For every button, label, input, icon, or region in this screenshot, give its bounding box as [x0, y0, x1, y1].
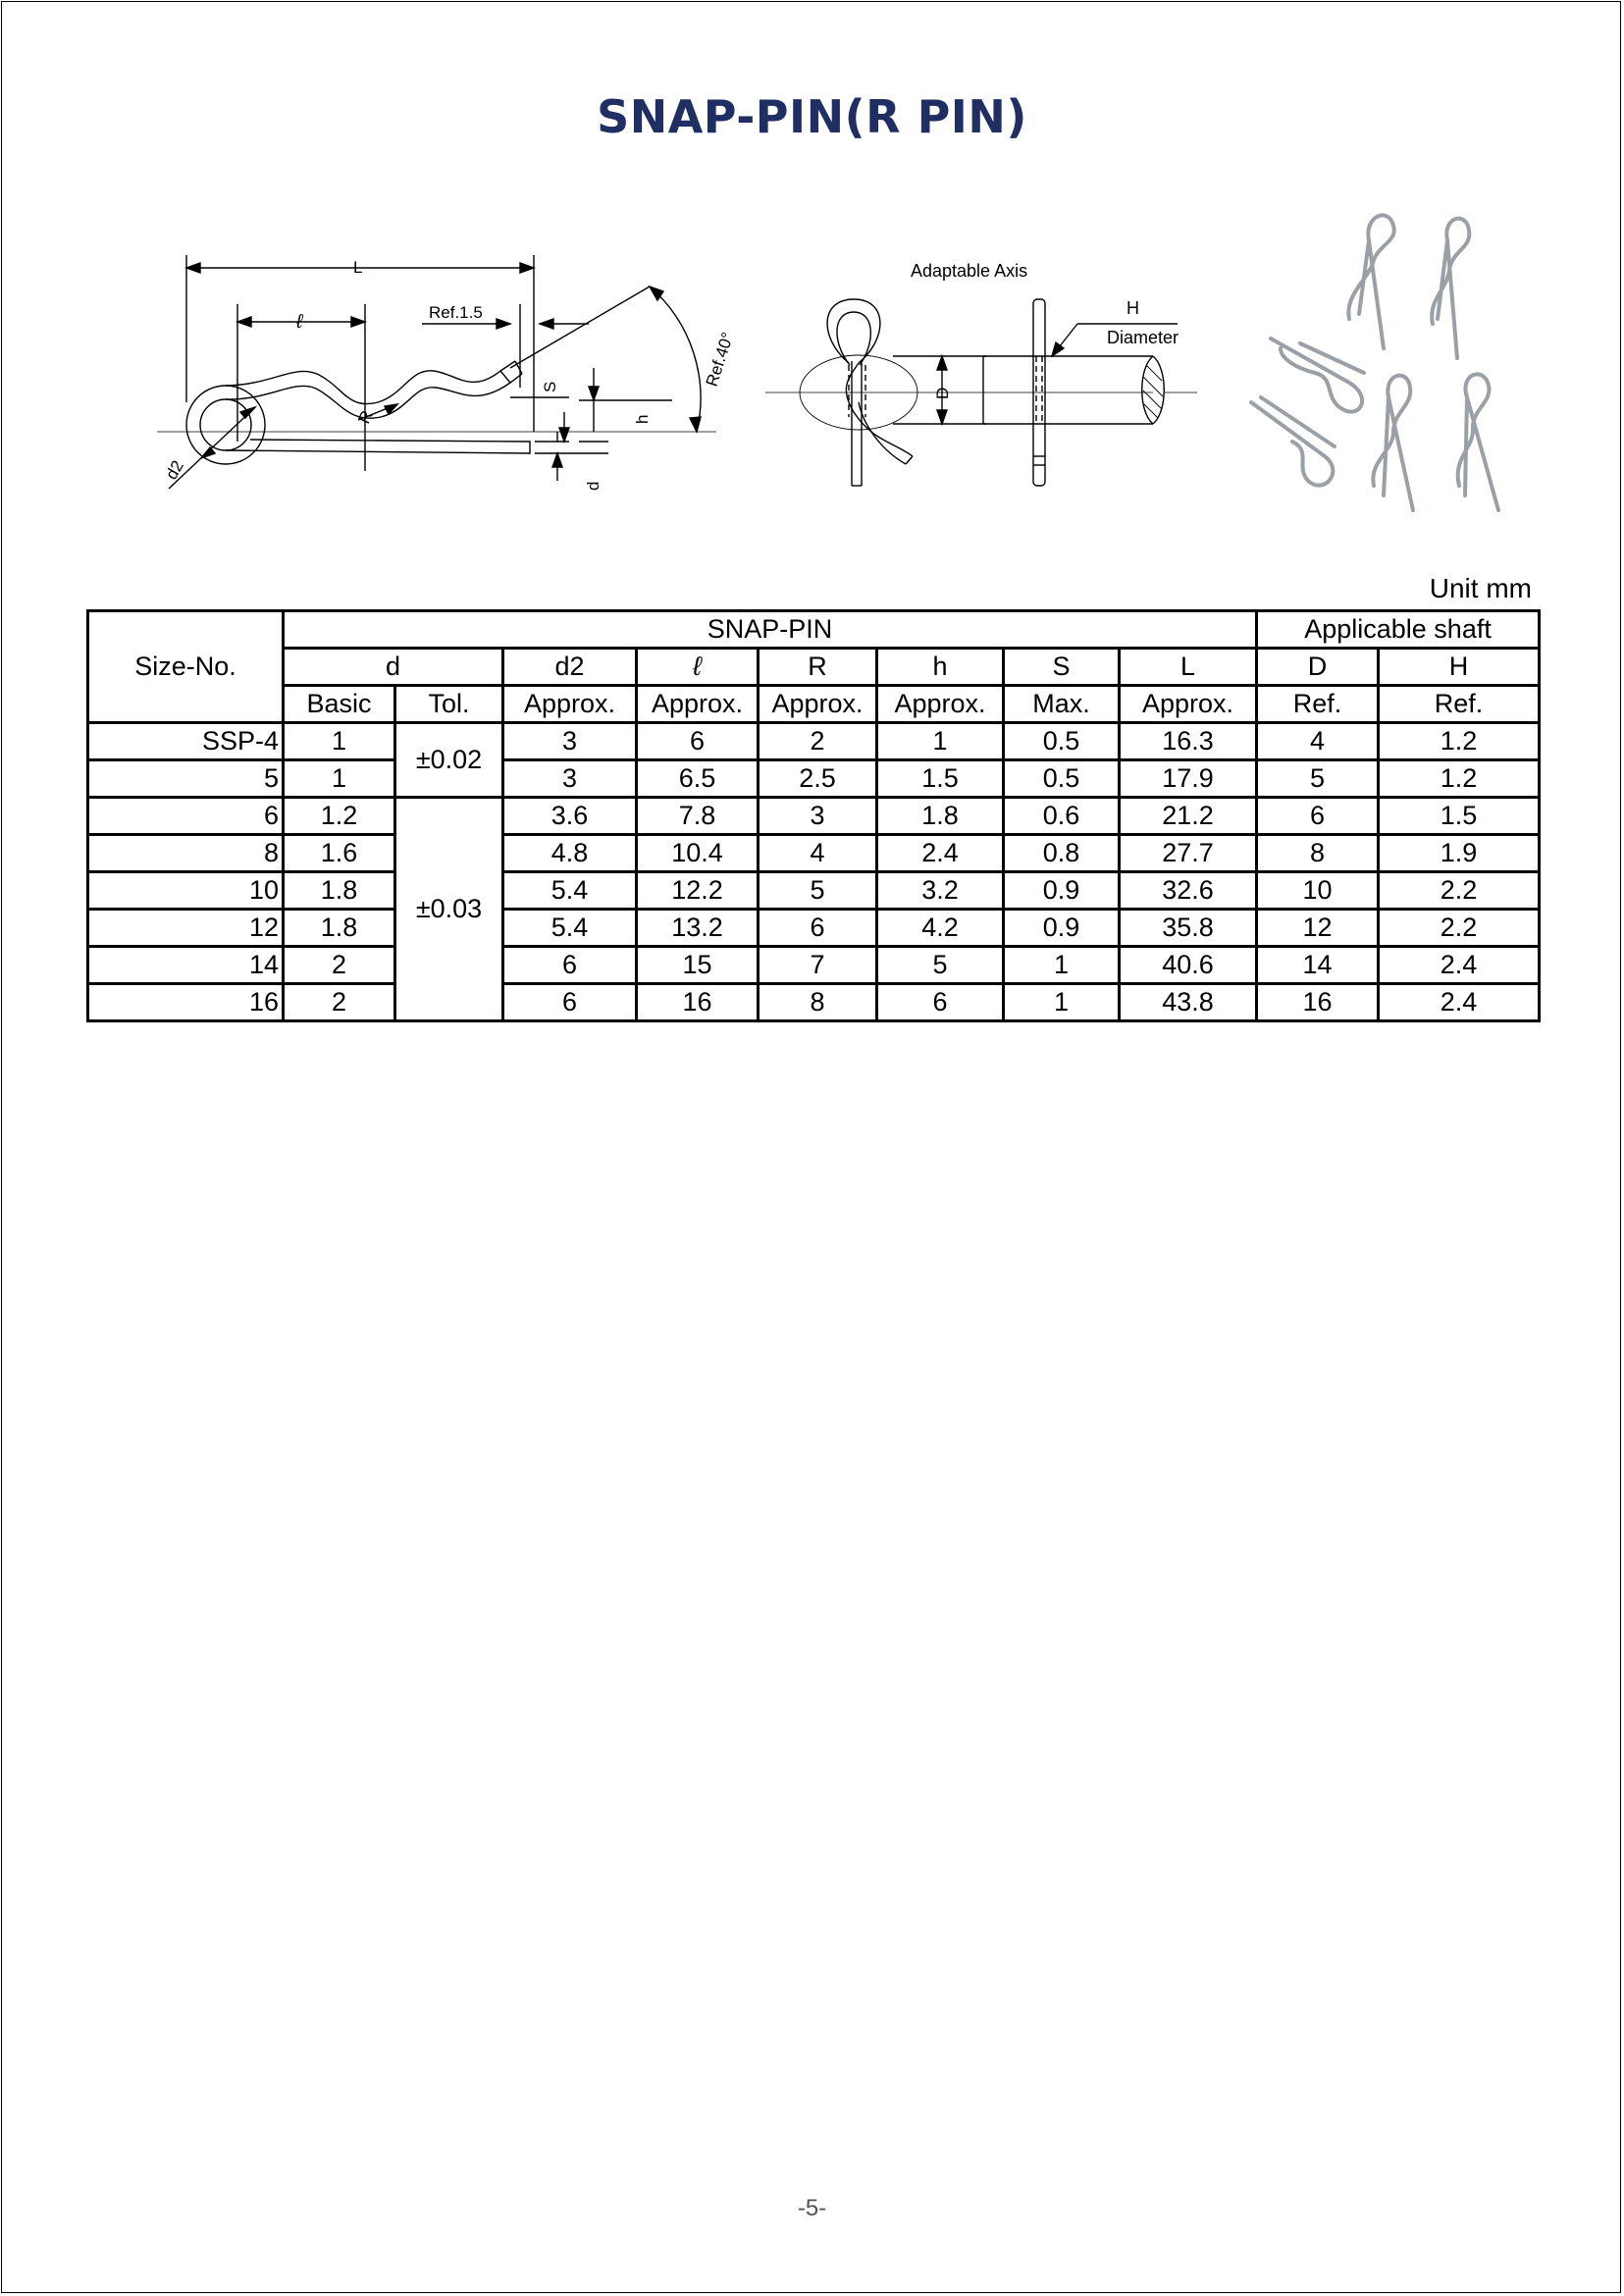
cell-tol-group1: ±0.02	[395, 723, 503, 798]
pin-photo-6	[1458, 374, 1498, 510]
label-d2: d2	[162, 457, 187, 483]
cell-R: 7	[759, 947, 877, 984]
cell-d2: 3	[503, 723, 637, 760]
page-title: SNAP-PIN(R PIN)	[597, 90, 1027, 143]
cell-size: 10	[88, 872, 284, 910]
table-row	[88, 723, 1540, 760]
cell-size: 6	[88, 798, 284, 835]
cell-d2: 6	[503, 984, 637, 1021]
page-number: -5-	[797, 2195, 827, 2221]
cell-h: 1.5	[877, 760, 1004, 798]
label-ref15: Ref.1.5	[429, 303, 483, 322]
cell-d2: 5.4	[503, 910, 637, 947]
spec-table	[86, 609, 1541, 1022]
cell-size: 16	[88, 984, 284, 1021]
dimension-drawing	[147, 245, 738, 515]
label-d: d	[584, 481, 602, 491]
header-h: h	[877, 649, 1004, 686]
cell-d2: 6	[503, 947, 637, 984]
cell-h: 2.4	[877, 835, 1004, 872]
header-H: H	[1379, 649, 1540, 686]
cell-basic: 1	[284, 723, 395, 760]
pin-photo-1	[1348, 215, 1393, 348]
cell-basic: 1.8	[284, 872, 395, 910]
cell-D: 14	[1257, 947, 1379, 984]
cell-D: 12	[1257, 910, 1379, 947]
cell-L: 40.6	[1120, 947, 1257, 984]
cell-R: 2.5	[759, 760, 877, 798]
cell-h: 1.8	[877, 798, 1004, 835]
cell-basic: 1	[284, 760, 395, 798]
header-tol: Tol.	[395, 686, 503, 723]
adaptable-axis-drawing	[765, 255, 1197, 496]
cell-tol-group2: ±0.03	[395, 798, 503, 1021]
cell-H: 2.4	[1379, 947, 1540, 984]
header-row-1	[88, 611, 1540, 649]
cell-L: 21.2	[1120, 798, 1257, 835]
cell-ell: 16	[637, 984, 759, 1021]
header-R-approx: Approx.	[759, 686, 877, 723]
header-R: R	[759, 649, 877, 686]
cell-H: 1.2	[1379, 760, 1540, 798]
header-D-ref: Ref.	[1257, 686, 1379, 723]
header-d2: d2	[503, 649, 637, 686]
cell-S: 0.9	[1004, 872, 1120, 910]
cell-ell: 6.5	[637, 760, 759, 798]
header-applicable-shaft: Applicable shaft	[1257, 611, 1540, 649]
cell-D: 4	[1257, 723, 1379, 760]
cell-d2: 3.6	[503, 798, 637, 835]
header-row-2	[88, 649, 1540, 686]
cell-R: 3	[759, 798, 877, 835]
label-h: h	[633, 414, 652, 424]
cell-D: 6	[1257, 798, 1379, 835]
cell-S: 0.9	[1004, 910, 1120, 947]
header-d: d	[284, 649, 503, 686]
header-ell: ℓ	[637, 649, 759, 686]
cell-h: 3.2	[877, 872, 1004, 910]
cell-L: 35.8	[1120, 910, 1257, 947]
cell-L: 17.9	[1120, 760, 1257, 798]
cell-ell: 7.8	[637, 798, 759, 835]
header-basic: Basic	[284, 686, 395, 723]
cell-ell: 12.2	[637, 872, 759, 910]
header-snap-pin: SNAP-PIN	[284, 611, 1257, 649]
cell-R: 2	[759, 723, 877, 760]
label-R: R	[354, 407, 377, 427]
cell-h: 4.2	[877, 910, 1004, 947]
header-size-no: Size-No.	[88, 611, 284, 723]
label-D: D	[933, 387, 952, 399]
cell-d2: 3	[503, 760, 637, 798]
header-S-max: Max.	[1004, 686, 1120, 723]
header-D: D	[1257, 649, 1379, 686]
header-S: S	[1004, 649, 1120, 686]
cell-R: 5	[759, 872, 877, 910]
cell-D: 16	[1257, 984, 1379, 1021]
cell-S: 0.5	[1004, 760, 1120, 798]
cell-R: 6	[759, 910, 877, 947]
cell-H: 2.2	[1379, 872, 1540, 910]
cell-R: 4	[759, 835, 877, 872]
cell-H: 1.5	[1379, 798, 1540, 835]
label-ell: ℓ	[296, 311, 303, 333]
cell-d2: 5.4	[503, 872, 637, 910]
table-row	[88, 872, 1540, 910]
cell-h: 6	[877, 984, 1004, 1021]
header-d2-approx: Approx.	[503, 686, 637, 723]
header-ell-approx: Approx.	[637, 686, 759, 723]
cell-basic: 2	[284, 947, 395, 984]
cell-basic: 2	[284, 984, 395, 1021]
cell-S: 0.8	[1004, 835, 1120, 872]
cell-R: 8	[759, 984, 877, 1021]
label-L: L	[353, 258, 363, 277]
cell-ell: 13.2	[637, 910, 759, 947]
table-row	[88, 835, 1540, 872]
header-L-approx: Approx.	[1120, 686, 1257, 723]
table-row	[88, 910, 1540, 947]
cell-S: 1	[1004, 947, 1120, 984]
cell-h: 1	[877, 723, 1004, 760]
header-H-ref: Ref.	[1379, 686, 1540, 723]
cell-d2: 4.8	[503, 835, 637, 872]
axis-caption: Adaptable Axis	[911, 261, 1028, 281]
pin-photo-3	[1271, 339, 1364, 412]
cell-ell: 6	[637, 723, 759, 760]
cell-L: 16.3	[1120, 723, 1257, 760]
cell-D: 5	[1257, 760, 1379, 798]
cell-D: 10	[1257, 872, 1379, 910]
cell-L: 32.6	[1120, 872, 1257, 910]
cell-basic: 1.8	[284, 910, 395, 947]
table-row	[88, 947, 1540, 984]
cell-S: 0.6	[1004, 798, 1120, 835]
table-row	[88, 984, 1540, 1021]
cell-H: 1.9	[1379, 835, 1540, 872]
header-h-approx: Approx.	[877, 686, 1004, 723]
unit-label: Unit mm	[1429, 573, 1532, 603]
label-ref40: Ref.40°	[702, 330, 738, 390]
cell-H: 2.4	[1379, 984, 1540, 1021]
cell-size: SSP-4	[88, 723, 284, 760]
cell-S: 1	[1004, 984, 1120, 1021]
pin-photo-5	[1373, 376, 1413, 510]
cell-size: 5	[88, 760, 284, 798]
label-S: S	[541, 381, 559, 392]
cell-basic: 1.2	[284, 798, 395, 835]
pin-photo-2	[1432, 219, 1469, 358]
cell-H: 2.2	[1379, 910, 1540, 947]
cell-h: 5	[877, 947, 1004, 984]
cell-D: 8	[1257, 835, 1379, 872]
cell-size: 8	[88, 835, 284, 872]
table-row	[88, 760, 1540, 798]
table-row	[88, 798, 1540, 835]
label-diameter: Diameter	[1107, 328, 1179, 347]
cell-L: 43.8	[1120, 984, 1257, 1021]
cell-H: 1.2	[1379, 723, 1540, 760]
cell-L: 27.7	[1120, 835, 1257, 872]
cell-ell: 10.4	[637, 835, 759, 872]
header-L: L	[1120, 649, 1257, 686]
header-row-3	[88, 686, 1540, 723]
label-H: H	[1126, 298, 1139, 318]
cell-S: 0.5	[1004, 723, 1120, 760]
cell-ell: 15	[637, 947, 759, 984]
cell-size: 14	[88, 947, 284, 984]
pin-photo-4	[1251, 397, 1335, 486]
snap-pin-photo	[1241, 201, 1536, 530]
cell-size: 12	[88, 910, 284, 947]
cell-basic: 1.6	[284, 835, 395, 872]
